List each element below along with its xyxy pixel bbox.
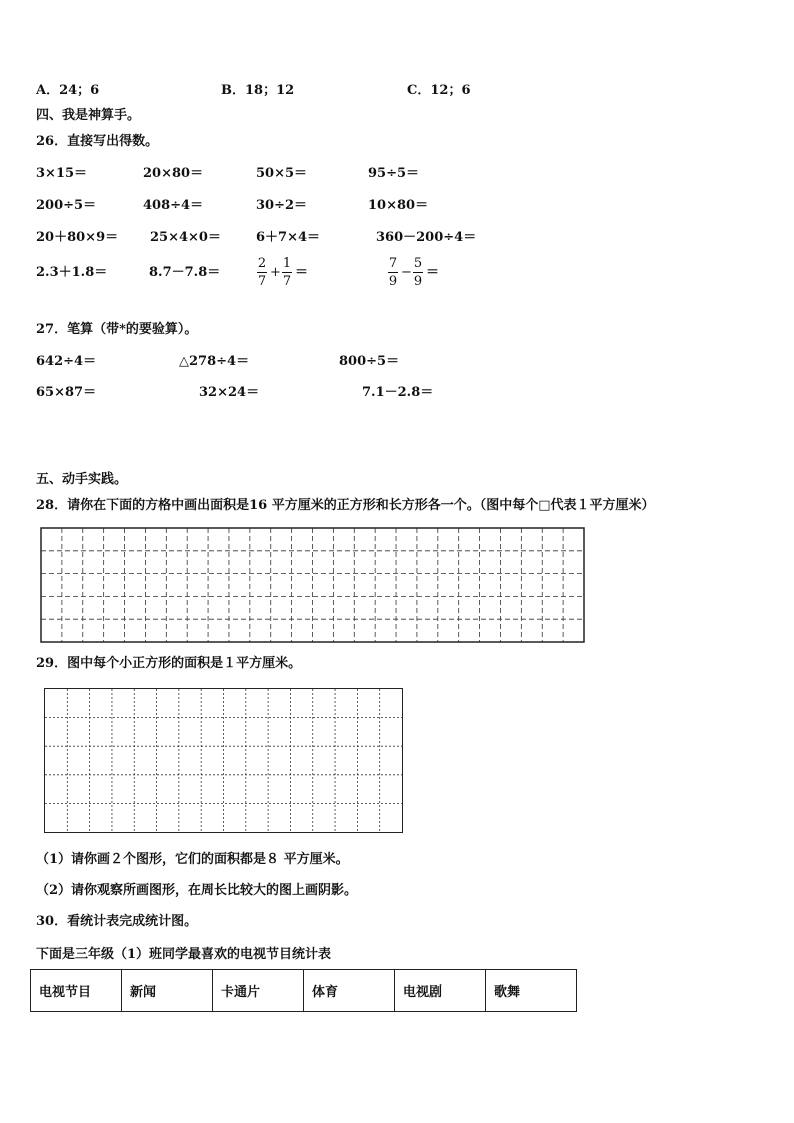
q27-item: 642÷4＝ [36,354,97,369]
tv-program-table [30,969,577,1012]
q27-item: △278÷4＝ [179,354,250,369]
q30-table-caption: 下面是三年级（1）班同学最喜欢的电视节目统计表 [36,947,332,962]
q28-title: 28．请你在下面的方格中画出面积是16 平方厘米的正方形和长方形各一个。（图中每个□代表１平方厘米） [36,498,655,513]
fraction-1-7 [282,256,292,289]
fraction-2-7 [257,256,267,289]
q27-item: 65×87＝ [36,385,97,400]
q26-item: 30÷2＝ [256,198,308,213]
q29-sub2: （2）请你观察所画图形，在周长比较大的图上画阴影。 [36,883,358,898]
table-header-cell: 新闻 [122,970,213,1012]
option-a: A．24；6 [36,83,100,98]
q30-title: 30．看统计表完成统计图。 [36,914,198,929]
equals-sign: ＝ [426,265,440,280]
q26-item: 25×4×0＝ [150,230,221,245]
q26-item: 10×80＝ [368,198,429,213]
q26-item: 360－200÷4＝ [376,230,477,245]
table-header-cell: 卡通片 [213,970,304,1012]
q26-item: 408÷4＝ [143,198,204,213]
numerator: 5 [413,256,423,271]
minus-sign: − [401,265,412,280]
q29-title: 29．图中每个小正方形的面积是１平方厘米。 [36,656,302,671]
table-row [31,970,577,1012]
q26-item: 20＋80×9＝ [36,230,119,245]
fraction-5-9 [413,256,423,289]
denominator: 9 [388,274,398,289]
q26-item: 20×80＝ [143,166,204,181]
option-b: B．18；12 [221,83,295,98]
numerator: 2 [257,256,267,271]
fraction-7-9 [388,256,398,289]
q26-item: 200÷5＝ [36,198,97,213]
q27-item: 7.1－2.8＝ [362,385,434,400]
denominator: 7 [282,274,292,289]
table-header-cell: 电视剧 [395,970,486,1012]
q28-square-grid[interactable] [40,527,585,643]
plus-sign: + [270,265,281,280]
table-header-cell: 歌舞 [486,970,577,1012]
option-c: C．12；6 [407,83,471,98]
section-4-title: 四、我是神算手。 [36,108,141,123]
section-5-title: 五、动手实践。 [36,472,128,487]
q26-item: 3×15＝ [36,166,88,181]
q27-item: 800÷5＝ [339,354,400,369]
denominator: 7 [257,274,267,289]
table-header-cell: 体育 [304,970,395,1012]
equals-sign: ＝ [295,265,309,280]
q29-sub1: （1）请你画２个图形，它们的面积都是８ 平方厘米。 [36,852,349,867]
q27-title: 27．笔算（带*的要验算）。 [36,322,198,337]
numerator: 7 [388,256,398,271]
q26-item: 50×5＝ [256,166,308,181]
q26-item: 95÷5＝ [368,166,420,181]
q27-item: 32×24＝ [199,385,260,400]
table-header-cell: 电视节目 [31,970,122,1012]
denominator: 9 [413,274,423,289]
numerator: 1 [282,256,292,271]
q26-item: 6＋7×4＝ [256,230,321,245]
q29-square-grid[interactable] [44,688,403,833]
q26-item: 2.3＋1.8＝ [36,265,108,280]
q26-title: 26．直接写出得数。 [36,134,159,149]
q26-item: 8.7－7.8＝ [149,265,221,280]
